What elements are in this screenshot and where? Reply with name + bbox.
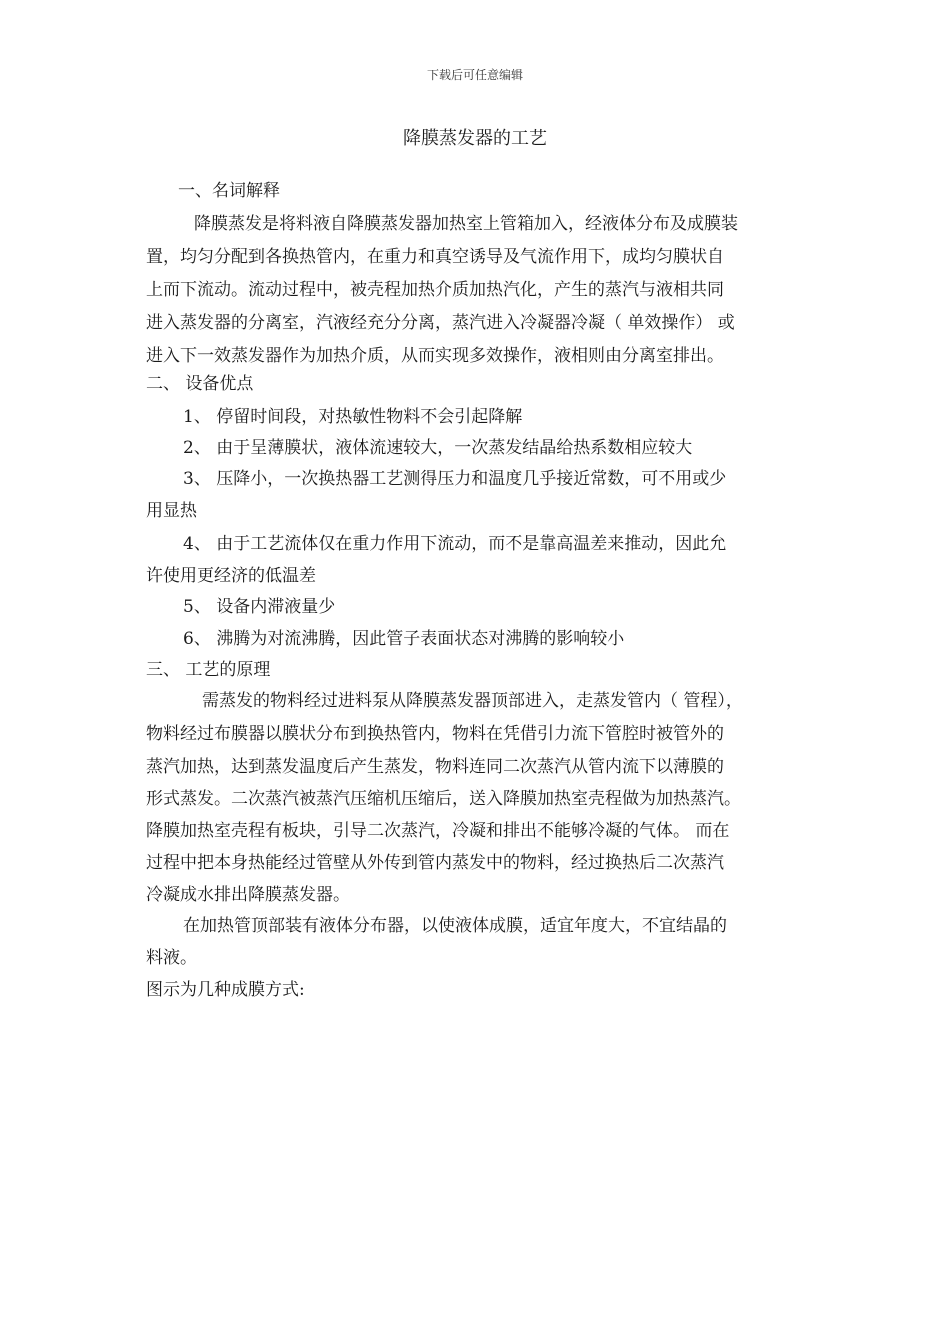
- paragraph-line: 蒸汽加热，达到蒸发温度后产生蒸发，物料连同二次蒸汽从管内流下以薄膜的: [146, 757, 724, 777]
- list-item: 1、 停留时间段，对热敏性物料不会引起降解: [183, 407, 523, 427]
- section-heading-3: 三、 工艺的原理: [146, 660, 271, 680]
- paragraph-line: 形式蒸发。二次蒸汽被蒸汽压缩机压缩后，送入降膜加热室壳程做为加热蒸汽。: [146, 789, 741, 809]
- paragraph-line: 物料经过布膜器以膜状分布到换热管内，物料在凭借引力流下管腔时被管外的: [146, 724, 724, 744]
- paragraph-line: 需蒸发的物料经过进料泵从降膜蒸发器顶部进入，走蒸发管内（ 管程），: [202, 691, 743, 711]
- paragraph-line: 上而下流动。流动过程中，被壳程加热介质加热汽化，产生的蒸汽与液相共同: [146, 280, 724, 300]
- header-note: 下载后可任意编辑: [426, 68, 523, 82]
- paragraph-line: 过程中把本身热能经过管壁从外传到管内蒸发中的物料，经过换热后二次蒸汽: [146, 853, 724, 873]
- list-item: 6、 沸腾为对流沸腾，因此管子表面状态对沸腾的影响较小: [183, 629, 625, 649]
- list-item: 5、 设备内滞液量少: [183, 597, 336, 617]
- paragraph-line: 冷凝成水排出降膜蒸发器。: [146, 885, 350, 905]
- page-title: 降膜蒸发器的工艺: [403, 128, 547, 149]
- section-heading-1: 一、名词解释: [178, 181, 280, 201]
- paragraph-line: 进入下一效蒸发器作为加热介质，从而实现多效操作，液相则由分离室排出。: [146, 346, 724, 366]
- paragraph-line: 料液。: [146, 948, 197, 968]
- paragraph-line: 在加热管顶部装有液体分布器，以使液体成膜，适宜年度大，不宜结晶的: [183, 916, 727, 936]
- list-item-continuation: 用显热: [146, 501, 197, 521]
- paragraph-line: 降膜加热室壳程有板块，引导二次蒸汽，冷凝和排出不能够冷凝的气体。 而在: [146, 821, 730, 841]
- list-item: 2、 由于呈薄膜状，液体流速较大，一次蒸发结晶给热系数相应较大: [183, 438, 693, 458]
- paragraph-line: 进入蒸发器的分离室，汽液经充分分离，蒸汽进入冷凝器冷凝（ 单效操作） 或: [146, 313, 735, 333]
- list-item-continuation: 许使用更经济的低温差: [146, 566, 316, 586]
- paragraph-line: 置，均匀分配到各换热管内，在重力和真空诱导及气流作用下，成均匀膜状自: [146, 247, 724, 267]
- paragraph-line: 降膜蒸发是将料液自降膜蒸发器加热室上管箱加入，经液体分布及成膜装: [194, 214, 738, 234]
- list-item: 4、 由于工艺流体仅在重力作用下流动，而不是靠高温差来推动，因此允: [183, 534, 727, 554]
- section-heading-2: 二、 设备优点: [146, 374, 254, 394]
- list-item: 3、 压降小，一次换热器工艺测得压力和温度几乎接近常数，可不用或少: [183, 469, 727, 489]
- figure-caption: 图示为几种成膜方式:: [146, 980, 305, 1000]
